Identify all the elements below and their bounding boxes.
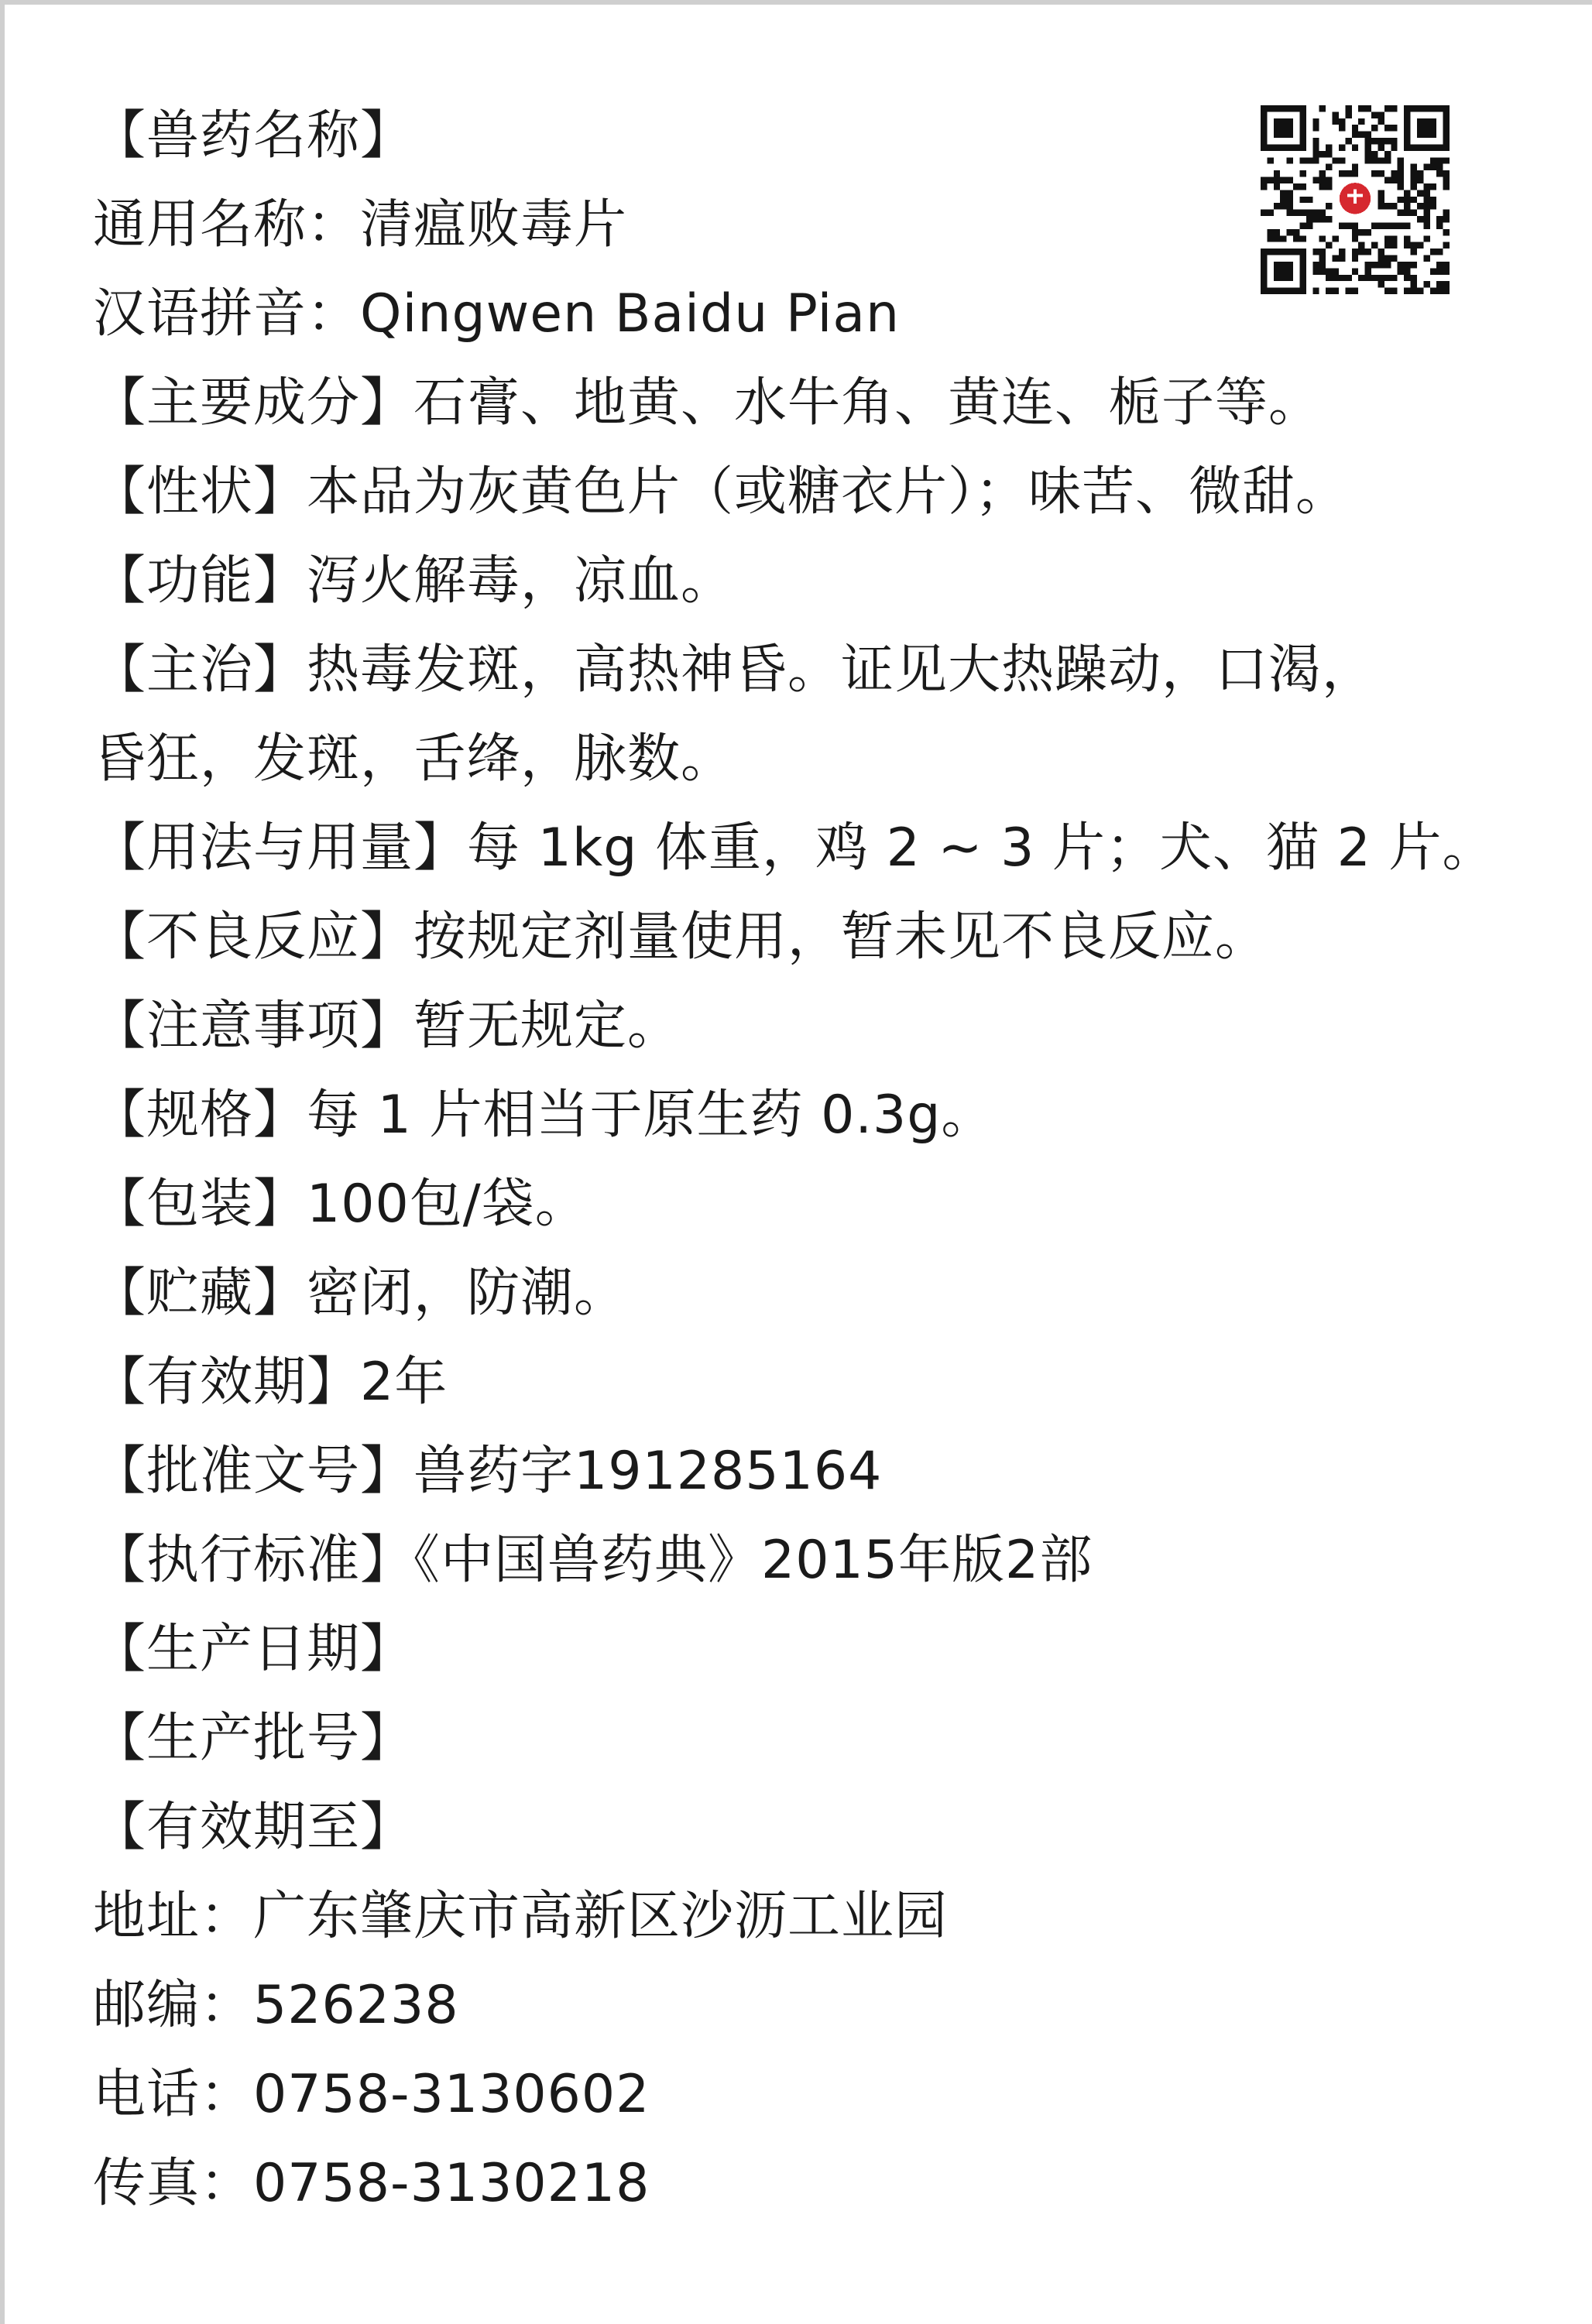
storage: 【贮藏】密闭，防潮。 <box>93 1263 628 1324</box>
address: 地址：广东肇庆市高新区沙沥工业园 <box>93 1886 949 1947</box>
shelf-life: 【有效期】2年 <box>93 1352 448 1413</box>
appearance: 【性状】本品为灰黄色片（或糖衣片）；味苦、微甜。 <box>93 461 1350 523</box>
packaging: 【包装】100包/袋。 <box>93 1174 588 1235</box>
standard: 【执行标准】《中国兽药典》2015年版2部 <box>93 1530 1093 1591</box>
approval-number: 【批准文号】兽药字191285164 <box>93 1441 883 1502</box>
generic-name: 通用名称：清瘟败毒片 <box>93 194 628 255</box>
expiry-date: 【有效期至】 <box>93 1797 414 1858</box>
telephone: 电话：0758-3130602 <box>93 2064 650 2125</box>
precautions: 【注意事项】暂无规定。 <box>93 996 681 1057</box>
pinyin-name: 汉语拼音：Qingwen Baidu Pian <box>93 283 901 344</box>
specification: 【规格】每 1 片相当于原生药 0.3g。 <box>93 1085 995 1146</box>
production-date: 【生产日期】 <box>93 1619 414 1680</box>
adverse-reactions: 【不良反应】按规定剂量使用，暂未见不良反应。 <box>93 907 1269 968</box>
indications: 【主治】热毒发斑，高热神昏。证见大热躁动，口渴， <box>93 639 1376 701</box>
indications-continued: 昏狂，发斑，舌绛，脉数。 <box>93 728 735 790</box>
batch-number: 【生产批号】 <box>93 1708 414 1769</box>
fax: 传真：0758-3130218 <box>93 2153 650 2214</box>
function: 【功能】泻火解毒，凉血。 <box>93 550 735 612</box>
heading-vet-drug-name: 【兽药名称】 <box>93 105 414 166</box>
label-text <box>93 91 1549 2228</box>
qr-code-icon <box>1261 105 1450 294</box>
dosage: 【用法与用量】每 1kg 体重，鸡 2 ~ 3 片；犬、猫 2 片。 <box>93 818 1496 879</box>
postcode: 邮编：526238 <box>93 1975 459 2036</box>
main-ingredients: 【主要成分】石膏、地黄、水牛角、黄连、栀子等。 <box>93 372 1323 434</box>
